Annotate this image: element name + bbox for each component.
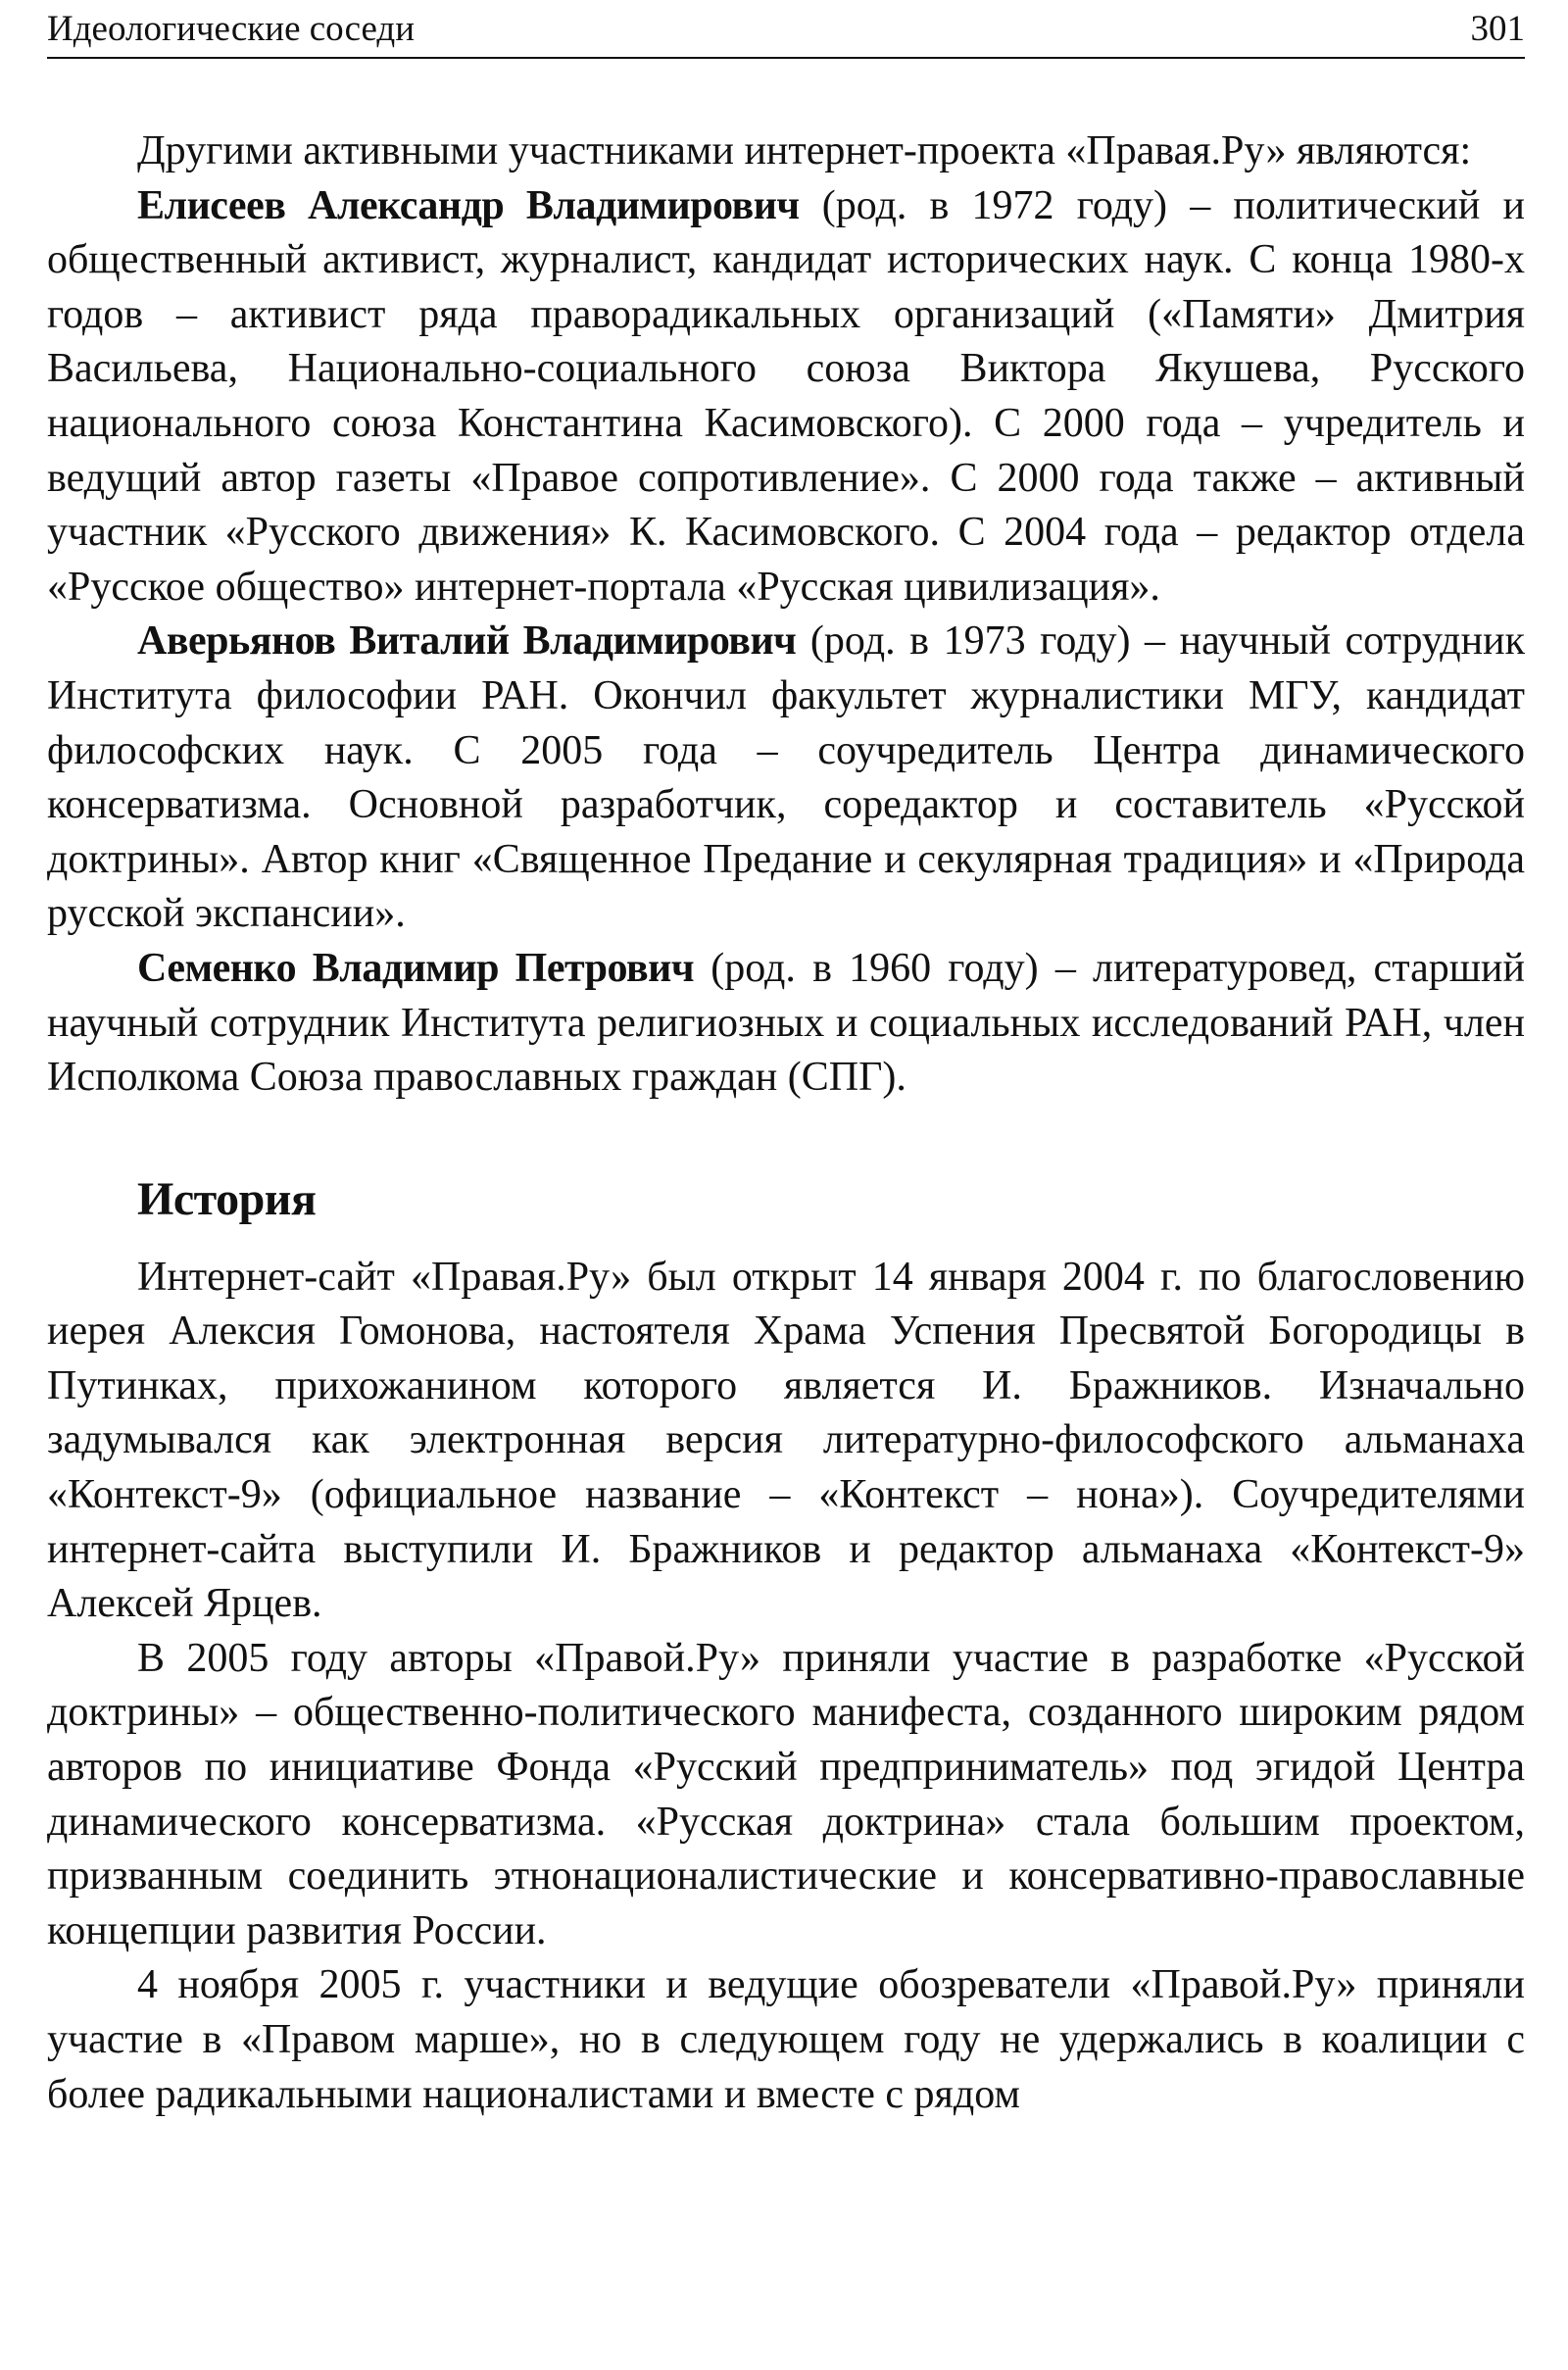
person-description: (род. в 1960 году) – литературовед, старший научный сотрудник Института религиозных и социальных исследований РАН, член Исполкома Союза православных граждан (СПГ). <box>47 945 1526 1101</box>
history-paragraph-2: В 2005 году авторы «Правой.Ру» приняли участие в разработке «Русской доктрины» – общественно-политического манифеста, созданного широким рядом авторов по инициативе Фонда «Русский предприниматель» под эгидой Центра динамического консерватизма. «Русская доктрина» стала большим проектом, призванным соединить этнонационалистические и консервативно-православные концепции развития России. <box>47 1635 1525 1953</box>
person-description: (род. в 1972 году) – политический и общественный активист, журналист, кандидат исторических наук. С конца 1980-х годов – активист ряда праворадикальных организаций («Памяти» Дмитрия Васильева, Национально-социального союза Виктора Якушева, Русского национального союза Константина Касимовского). С 2000 года – учредитель и ведущий автор газеты «Правое сопротивление». С 2000 года также – активный участник «Русского движения» К. Касимовского. С 2004 года – редактор отдела «Русское общество» интернет-портала «Русская цивилизация». <box>47 182 1525 610</box>
body-text <box>47 124 1525 2122</box>
person-description: (род. в 1973 году) – научный сотрудник Института философии РАН. Окончил факультет журналистики МГУ, кандидат философских наук. С 2005 года – соучредитель Центра динамического консерватизма. Основной разработчик, соредактор и составитель «Русской доктрины». Автор книг «Священное Предание и секулярная традиция» и «Природа русской экспансии». <box>47 618 1525 937</box>
book-page <box>47 0 1525 2370</box>
person-paragraph-semenko <box>47 942 1525 1106</box>
person-paragraph-eliseev <box>47 179 1525 616</box>
history-paragraph-1: Интернет-сайт «Правая.Ру» был открыт 14 января 2004 г. по благословению иерея Алексия Гомонова, настоятеля Храма Успения Пресвятой Богородицы в Путинках, прихожанином которого является И. Бражников. Изначально задумывался как электронная версия литературно-философского альманаха «Контекст-9» (официальное название – «Контекст – нона»). Соучредителями интернет-сайта выступили И. Бражников и редактор альманаха «Контекст-9» Алексей Ярцев. <box>47 1254 1525 1627</box>
page-number: 301 <box>1470 9 1525 49</box>
section-spacer <box>47 1229 1525 1251</box>
history-paragraph-3: 4 ноября 2005 г. участники и ведущие обозреватели «Правой.Ру» приняли участие в «Правом марше», но в следующем году не удержались в коалиции с более радикальными националистами и вместе с рядом <box>47 1962 1525 2117</box>
person-name: Елисеев Александр Владимирович <box>137 182 800 228</box>
person-name: Семенко Владимир Петрович <box>137 945 695 991</box>
section-spacer <box>47 1106 1525 1170</box>
section-heading: История <box>137 1172 317 1225</box>
running-title: Идеологические соседи <box>47 9 416 49</box>
running-head <box>47 10 1525 59</box>
person-paragraph-averyanov <box>47 615 1525 942</box>
person-name: Аверьянов Виталий Владимирович <box>137 618 797 665</box>
intro-paragraph: Другими активными участниками интернет-проекта «Правая.Ру» являются: <box>137 128 1472 173</box>
